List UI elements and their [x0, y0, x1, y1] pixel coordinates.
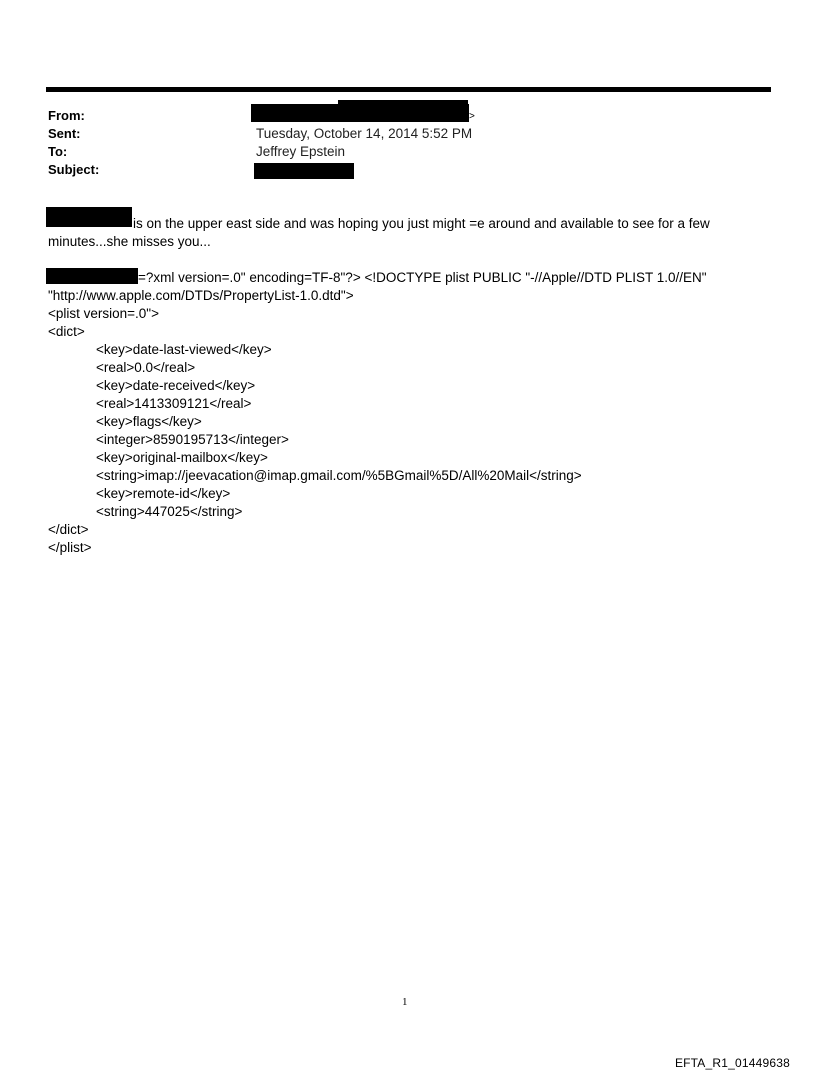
- from-label: From:: [48, 108, 85, 123]
- subject-redaction: [254, 163, 354, 179]
- dict-entry: <key>date-last-viewed</key>: [96, 342, 272, 357]
- subject-label: Subject:: [48, 162, 100, 177]
- dict-entry: <key>flags</key>: [96, 414, 202, 429]
- body-line-2: minutes...she misses you...: [48, 234, 211, 249]
- document-id: EFTA_R1_01449638: [674, 1056, 790, 1070]
- dict-entry: <string>447025</string>: [96, 504, 243, 519]
- plist-line-3: <plist version=.0">: [48, 306, 159, 321]
- dict-entry: <key>date-received</key>: [96, 378, 256, 393]
- closing-plist: </plist>: [48, 540, 92, 555]
- name-redaction: [46, 207, 132, 227]
- page-number: 1: [402, 996, 408, 1008]
- to-label: To:: [48, 144, 68, 159]
- plist-redaction: [46, 268, 138, 284]
- plist-line-4: <dict>: [48, 324, 85, 339]
- body-line-1: is on the upper east side and was hoping you just might =e around and available to see for a few: [133, 216, 710, 231]
- plist-line-2: "http://www.apple.com/DTDs/PropertyList-1.0.dtd">: [48, 288, 354, 303]
- header-rule: [46, 87, 771, 92]
- plist-line-1: =?xml version=.0" encoding=TF-8"?> <!DOCTYPE plist PUBLIC "-//Apple//DTD PLIST 1.0//EN": [138, 270, 707, 285]
- dict-entry: <real>0.0</real>: [96, 360, 196, 375]
- dict-entry: <key>original-mailbox</key>: [96, 450, 268, 465]
- sent-label: Sent:: [48, 126, 81, 141]
- from-redaction-top: [338, 100, 468, 108]
- dict-entry: <integer>8590195713</integer>: [96, 432, 289, 447]
- sent-value: Tuesday, October 14, 2014 5:52 PM: [256, 126, 473, 141]
- closing-dict: </dict>: [48, 522, 89, 537]
- dict-entry: <real>1413309121</real>: [96, 396, 252, 411]
- from-fragment: >: [469, 111, 475, 122]
- to-value: Jeffrey Epstein: [256, 144, 346, 159]
- dict-entry: <string>imap://jeevacation@imap.gmail.com/%5BGmail%5D/All%20Mail</string>: [96, 468, 582, 483]
- dict-entry: <key>remote-id</key>: [96, 486, 231, 501]
